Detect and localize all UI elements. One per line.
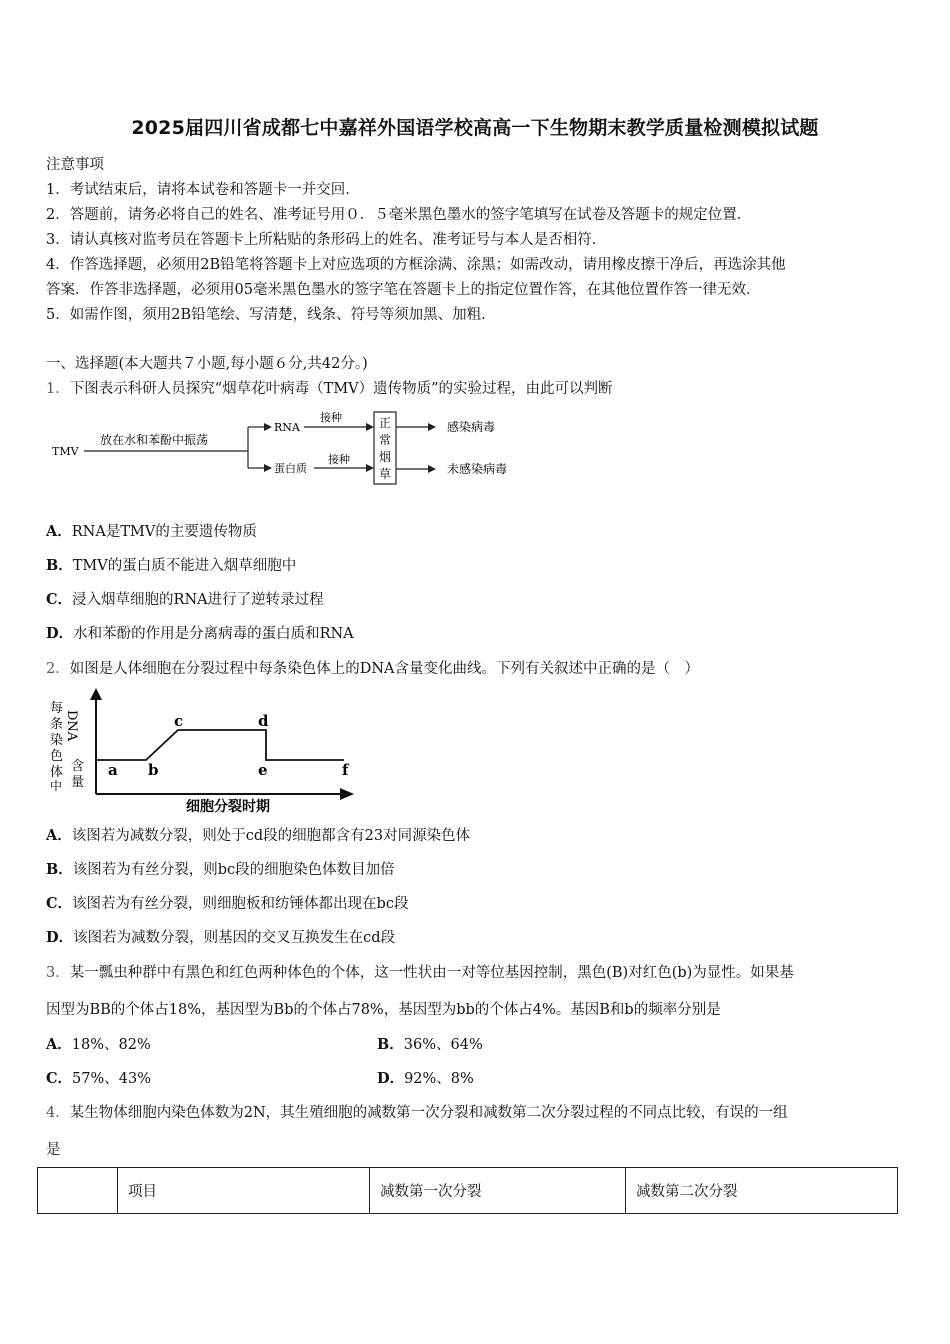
notice-item: 5．如需作图，须用2B铅笔绘、写清楚，线条、符号等须加黑、加粗． xyxy=(46,307,496,323)
y-label-char: 量 xyxy=(71,775,85,790)
comparison-table xyxy=(37,1167,898,1214)
question-2-stem xyxy=(46,657,699,678)
diagram-inoculate-1: 接种 xyxy=(320,411,342,424)
notice-item: 1．考试结束后，请将本试卷和答题卡一并交回． xyxy=(46,182,360,198)
point-label: d xyxy=(258,712,269,730)
question-4-stem-cont: 是 xyxy=(46,1142,61,1158)
question-text: 下图表示科研人员探究“烟草花叶病毒（TMV）遗传物质”的实验过程，由此可以判断 xyxy=(69,381,613,397)
diagram-shake-label: 放在水和苯酚中振荡 xyxy=(100,433,209,447)
option-d[interactable]: D．该图若为减数分裂，则基因的交叉互换发生在cd段 xyxy=(46,929,395,946)
option-d[interactable]: D．水和苯酚的作用是分离病毒的蛋白质和RNA xyxy=(46,625,354,642)
point-label: f xyxy=(342,761,349,779)
option-b[interactable]: B．36%、64% xyxy=(377,1036,483,1053)
notice-item: 4．作答选择题，必须用2B铅笔将答题卡上对应选项的方框涂满、涂黑；如需改动，请用橡皮擦干净后，再选涂其他 xyxy=(46,257,786,273)
diagram-protein-label: 蛋白质 xyxy=(274,462,307,475)
option-d[interactable]: D．92%、8% xyxy=(377,1070,474,1087)
point-label: b xyxy=(148,761,159,779)
notice-item: 3．请认真核对监考员在答题卡上所粘贴的条形码上的姓名、准考证号与本人是否相符． xyxy=(46,232,607,248)
y-label-char: 含 xyxy=(71,759,85,774)
option-a[interactable]: A．RNA是TMV的主要遗传物质 xyxy=(46,523,257,540)
diagram-result-infected: 感染病毒 xyxy=(447,420,496,434)
y-label-char: 色 xyxy=(50,749,64,764)
diagram-inoculate-2: 接种 xyxy=(328,453,350,466)
question-number: 4． xyxy=(46,1105,70,1121)
diagram-box-char: 常 xyxy=(379,433,392,447)
question-number: 1． xyxy=(46,381,70,397)
question-text: 某生物体细胞内染色体数为2N，其生殖细胞的减数第一次分裂和减数第二次分裂过程的不同点比较，有误的一组 xyxy=(69,1105,788,1121)
notice-item: 2．答题前，请务必将自己的姓名、准考证号用０．５毫米黑色墨水的签字笔填写在试卷及答题卡的规定位置． xyxy=(46,207,752,223)
diagram-box-char: 草 xyxy=(379,467,392,481)
notice-item: 答案．作答非选择题，必须用05毫米黑色墨水的签字笔在答题卡上的指定位置作答，在其他位置作答一律无效． xyxy=(46,282,761,298)
table-header-cell: 项目 xyxy=(118,1168,370,1214)
option-a[interactable]: A．该图若为减数分裂，则处于cd段的细胞都含有23对同源染色体 xyxy=(46,827,471,844)
option-b[interactable]: B．TMV的蛋白质不能进入烟草细胞中 xyxy=(46,557,297,574)
y-label-char: 染 xyxy=(50,733,64,748)
diagram-result-not-infected: 未感染病毒 xyxy=(447,462,508,476)
table-header-row xyxy=(38,1168,898,1214)
y-label-char: 条 xyxy=(50,717,64,732)
question-number: 3． xyxy=(46,965,70,981)
x-axis-label: 细胞分裂时期 xyxy=(186,799,270,814)
option-a[interactable]: A．18%、82% xyxy=(46,1036,151,1053)
notice-heading: 注意事项 xyxy=(46,157,104,173)
diagram-box-char: 正 xyxy=(379,416,392,430)
diagram-tmv-label: TMV xyxy=(52,445,79,458)
y-label-dna: DNA xyxy=(64,710,79,742)
table-header-cell xyxy=(38,1168,118,1214)
option-c[interactable]: C．该图若为有丝分裂，则细胞板和纺锤体都出现在bc段 xyxy=(46,895,409,912)
point-label: e xyxy=(258,761,268,779)
question-3-stem xyxy=(46,961,794,982)
question-3-stem-cont: 因型为BB的个体占18%，基因型为Bb的个体占78%，基因型为bb的个体占4%。基因B和b的频率分别是 xyxy=(46,1002,721,1018)
y-label-char: 每 xyxy=(50,701,64,716)
point-label: a xyxy=(108,761,118,779)
option-c[interactable]: C．浸入烟草细胞的RNA进行了逆转录过程 xyxy=(46,591,324,608)
y-label-char: 中 xyxy=(50,779,63,793)
section-heading: 一、选择题(本大题共７小题,每小题６分,共42分。) xyxy=(46,356,368,372)
table-header-cell: 减数第一次分裂 xyxy=(370,1168,626,1214)
page-title: 2025届四川省成都七中嘉祥外国语学校高高一下生物期末教学质量检测模拟试题 xyxy=(131,117,819,139)
point-label: c xyxy=(174,712,184,730)
dna-curve xyxy=(96,730,344,760)
question-text: 如图是人体细胞在分裂过程中每条染色体上的DNA含量变化曲线。下列有关叙述中正确的是（ ） xyxy=(69,661,700,677)
dna-content-graph xyxy=(44,686,364,814)
table-header-cell: 减数第二次分裂 xyxy=(626,1168,898,1214)
diagram-box-char: 烟 xyxy=(379,450,392,464)
y-label-char: 体 xyxy=(50,765,64,780)
question-text: 某一瓢虫种群中有黑色和红色两种体色的个体，这一性状由一对等位基因控制，黑色(B)对红色(b)为显性。如果基 xyxy=(69,965,794,981)
option-c[interactable]: C．57%、43% xyxy=(46,1070,152,1087)
option-b[interactable]: B．该图若为有丝分裂，则bc段的细胞染色体数目加倍 xyxy=(46,861,395,878)
question-4-stem xyxy=(46,1101,788,1122)
question-1-stem xyxy=(46,377,613,398)
diagram-rna-label: RNA xyxy=(274,421,300,434)
tmv-experiment-diagram xyxy=(50,405,540,490)
question-number: 2． xyxy=(46,661,70,677)
